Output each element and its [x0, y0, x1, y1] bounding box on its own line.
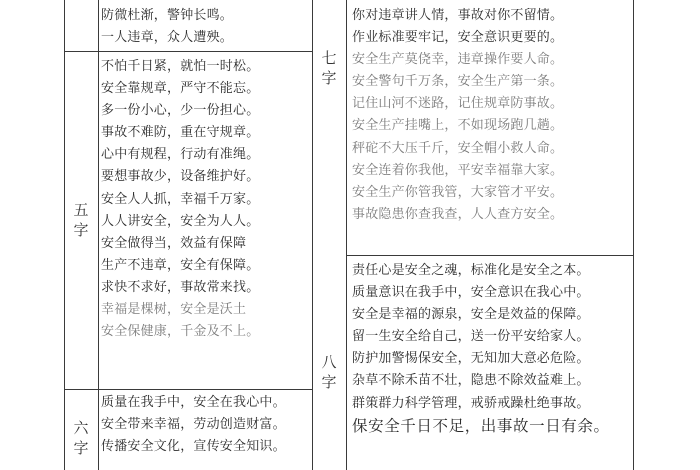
list-item: 秤砣不大压千斤，安全帽小救人命。 [352, 140, 564, 156]
five-char-label-1: 五 [73, 201, 89, 219]
list-item: 责任心是安全之魂，标准化是安全之本。 [352, 263, 590, 278]
list-item: 多一份小心，少一份担心。 [101, 103, 260, 119]
eight-char-label-1: 八 [321, 353, 337, 371]
list-item: 安全警句千万条，安全生产第一条。 [352, 74, 564, 90]
list-item: 防微杜渐，警钟长鸣。 [101, 8, 234, 23]
list-item: 杂草不除禾苗不壮，隐患不除效益难上。 [352, 373, 590, 389]
eight-char-label-2: 字 [321, 373, 337, 391]
list-item: 人人讲安全，安全为人人。 [101, 213, 260, 229]
list-item: 安全生产你管我管，大家管才平安。 [352, 184, 564, 200]
list-item: 安全靠规章，严守不能忘。 [101, 81, 260, 97]
table-divider-left [98, 0, 99, 470]
top-rows-list [101, 5, 233, 49]
list-item: 生产不违章，安全有保障。 [101, 257, 260, 273]
list-item: 安全连着你我他，平安幸福靠大家。 [352, 162, 564, 178]
list-item: 留一生安全给自己，送一份平安给家人。 [352, 329, 590, 345]
list-item: 质量意识在我手中，安全意识在我心中。 [352, 285, 590, 301]
six-char-label-2: 字 [73, 439, 89, 457]
list-item: 保安全千日不足，出事故一日有余。 [352, 416, 610, 435]
list-item: 安全生产莫侥幸，违章操作要人命。 [352, 52, 564, 68]
table-divider-right [346, 0, 347, 470]
seven-char-list [352, 5, 563, 226]
list-item: 群策群力科学管理，戒骄戒躁杜绝事故。 [352, 395, 590, 411]
list-item: 事故隐患你查我查，人人查方安全。 [352, 206, 564, 222]
list-item: 求快不求好，事故常来找。 [101, 279, 260, 295]
row-border-left-2 [64, 389, 313, 390]
five-char-list [101, 56, 259, 343]
list-item: 幸福是棵树，安全是沃土 [101, 302, 247, 318]
seven-char-label-1: 七 [321, 49, 337, 67]
list-item: 防护加警惕保安全，无知加大意必危险。 [352, 351, 590, 367]
five-char-label-2: 字 [73, 221, 89, 239]
list-item: 安全人人抓，幸福千万家。 [101, 191, 260, 207]
seven-char-label-2: 字 [321, 69, 337, 87]
row-border-left-1 [64, 51, 313, 52]
six-char-list [101, 392, 286, 458]
list-item: 作业标准要牢记，安全意识更要的。 [352, 30, 564, 46]
list-item: 安全做得当，效益有保障 [101, 235, 247, 251]
list-item: 安全生产挂嘴上，不如现场跑几趟。 [352, 118, 564, 134]
five-char-label [64, 200, 98, 240]
list-item: 安全带来幸福，劳动创造财富。 [101, 417, 286, 433]
list-item: 不怕千日紧，就怕一时松。 [101, 59, 260, 74]
six-char-label-1: 六 [73, 419, 89, 437]
eight-char-list [352, 260, 610, 437]
eight-char-label [312, 352, 346, 392]
list-item: 事故不难防，重在守规章。 [101, 125, 260, 141]
table-border-right [633, 0, 634, 470]
list-item: 传播安全文化，宣传安全知识。 [101, 439, 286, 455]
row-border-right-1 [346, 255, 634, 256]
list-item: 要想事故少，设备维护好。 [101, 169, 260, 185]
list-item: 质量在我手中，安全在我心中。 [101, 395, 286, 410]
list-item: 你对违章讲人情，事故对你不留情。 [352, 8, 564, 23]
list-item: 心中有规程，行动有准绳。 [101, 147, 260, 163]
seven-char-label [312, 48, 346, 88]
six-char-label [64, 418, 98, 458]
list-item: 安全是幸福的源泉，安全是效益的保障。 [352, 307, 590, 323]
list-item: 一人违章，众人遭殃。 [101, 30, 234, 46]
list-item: 记住山河不迷路，记住规章防事故。 [352, 96, 564, 112]
list-item: 安全保健康，千金及不上。 [101, 324, 260, 340]
